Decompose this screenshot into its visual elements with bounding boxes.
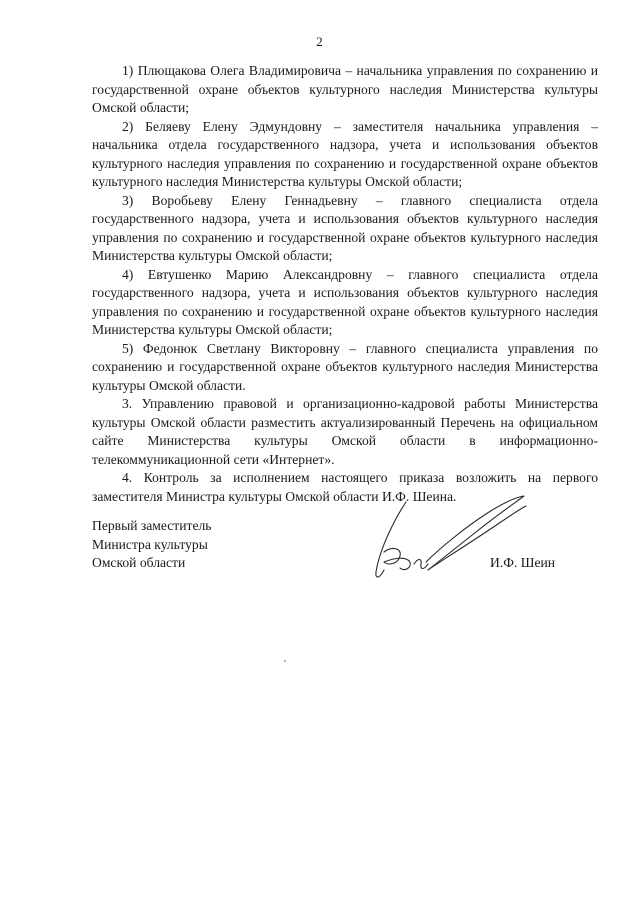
- paragraph-item-2: 2) Беляеву Елену Эдмундовну – заместителя начальника управления – начальника отдела государственного надзора, учета и использования объектов культурного наследия управления по сохранению и государственной охране объектов культурного наследия Министерства культуры Омской области;: [92, 118, 598, 189]
- paragraph-item-1: 1) Плющакова Олега Владимировича – начальника управления по сохранению и государственной охране объектов культурного наследия Министерства культуры Омской области;: [92, 63, 598, 115]
- paragraph-item-3: 3) Воробьеву Елену Геннадьевну – главного специалиста отдела государственного надзора, учета и использования объектов культурного наследия управления по сохранению и государственной охране объектов культурного наследия Министерства культуры Омской области;: [92, 192, 598, 263]
- signatory-title-line-3: Омской области: [92, 555, 186, 570]
- page-number: 2: [316, 34, 323, 49]
- signatory-name: И.Ф. Шеин: [490, 555, 556, 570]
- signatory-title-line-1: Первый заместитель: [92, 518, 212, 533]
- paragraph-item-4: 4) Евтушенко Марию Александровну – главного специалиста отдела государственного надзора, учета и использования объектов культурного наследия управления по сохранению и государственной охране объектов культурного наследия Министерства культуры Омской области;: [92, 266, 598, 337]
- paragraph-item-5: 5) Федонюк Светлану Викторовну – главного специалиста управления по сохранению и государственной охране объектов культурного наследия Министерства культуры Омской области.: [92, 340, 598, 393]
- handwritten-signature: [366, 492, 536, 587]
- signatory-title-line-2: Министра культуры: [92, 536, 208, 552]
- paragraph-clause-3: 3. Управлению правовой и организационно-кадровой работы Министерства культуры Омской области разместить актуализированный Перечень на официальном сайте Министерства культуры Омской области в информационно-телекоммуникационной сети «Интернет».: [92, 396, 598, 467]
- document-body: [92, 62, 598, 506]
- paragraph-clause-4: 4. Контроль за исполнением настоящего приказа возложить на первого заместителя Министра культуры Омской области И.Ф. Шеина.: [92, 470, 598, 504]
- signatory-title: [92, 517, 211, 573]
- scan-speck: [284, 660, 286, 662]
